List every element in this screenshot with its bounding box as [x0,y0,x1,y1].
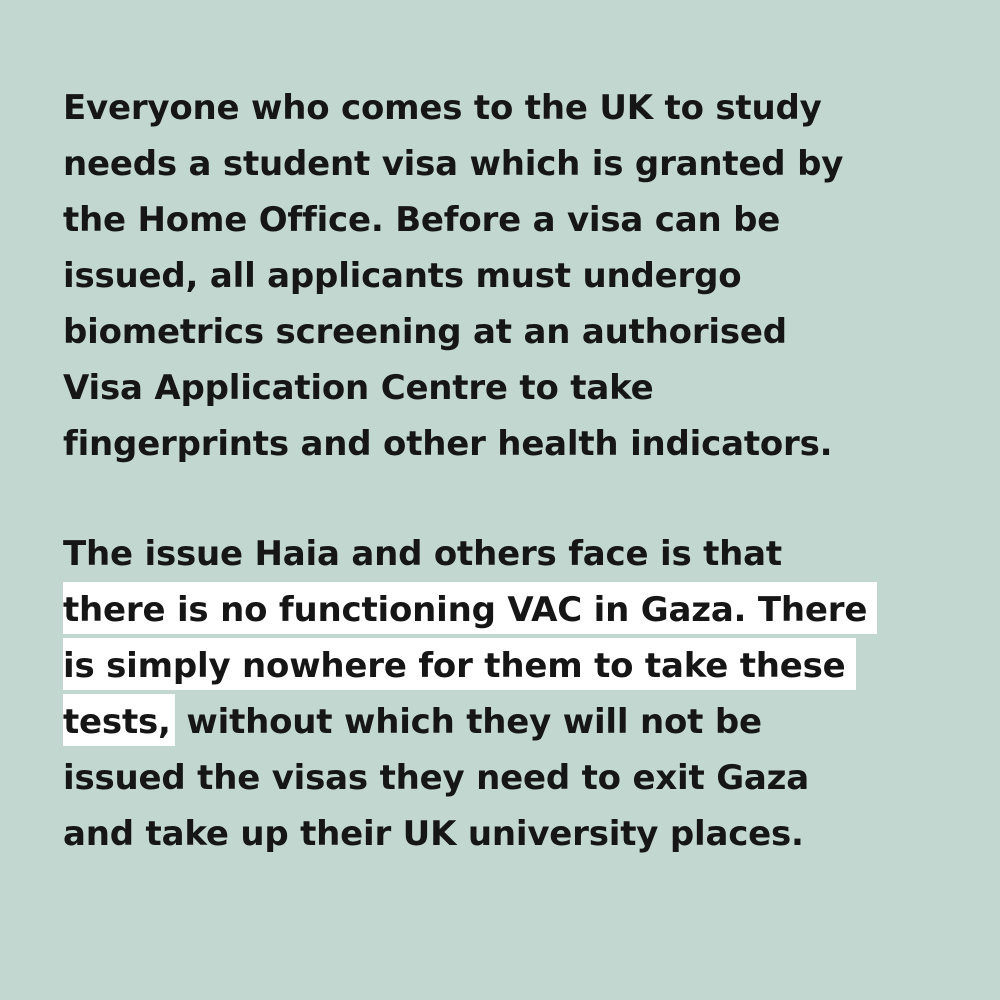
paragraph-1-line-3: the Home Office. Before a visa can be [63,200,781,240]
highlighted-text: tests, [63,694,175,746]
paragraph-2-line-3 [63,638,856,694]
paragraph-1-line-2: needs a student visa which is granted by [63,144,844,184]
highlighted-text: there is no functioning VAC in Gaza. There [63,582,877,634]
paragraph-2-line-1: The issue Haia and others face is that [63,534,782,574]
paragraph-2-line-5: issued the visas they need to exit Gaza [63,758,809,798]
paragraph-2-line-4 [63,694,762,750]
paragraph-1-line-5: biometrics screening at an authorised [63,312,787,352]
paragraph-1 [63,80,943,480]
highlighted-text: is simply nowhere for them to take these [63,638,856,690]
paragraph-2-line-6: and take up their UK university places. [63,814,804,854]
paragraph-2-line-2 [63,582,877,638]
paragraph-2 [63,526,943,866]
paragraph-1-line-4: issued, all applicants must undergo [63,256,742,296]
paragraph-1-line-1: Everyone who comes to the UK to study [63,88,822,128]
paragraph-1-line-7: fingerprints and other health indicators. [63,424,833,464]
plain-text: without which they will not be [174,702,762,742]
paragraph-1-line-6: Visa Application Centre to take [63,368,654,408]
